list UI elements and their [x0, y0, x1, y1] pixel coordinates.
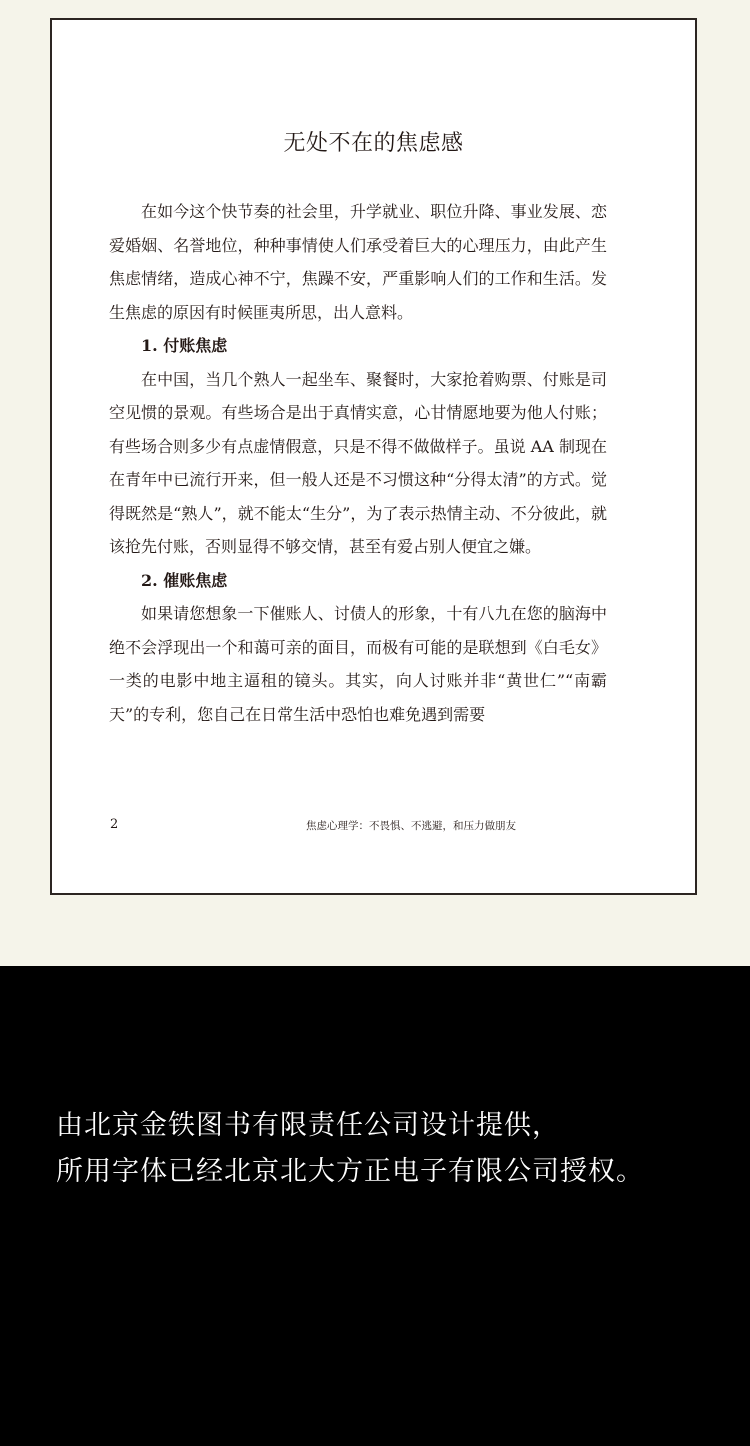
section-paragraph-payment-anxiety: 在中国，当几个熟人一起坐车、聚餐时，大家抢着购票、付账是司空见惯的景观。有些场合是出于真情实意，心甘情愿地要为他人付账；有些场合则多少有点虚情假意，只是不得不做做样子。虽说 AA 制现在在青年中已流行开来，但一般人还是不习惯这种“分得太清”的方式。觉得既然是“熟人”，就不能太“生分”，为了表示热情主动、不分彼此，就该抢先付账，否则显得不够交情，甚至有爱占别人便宜之嫌。 — [109, 369, 607, 556]
page-number: 2 — [110, 817, 119, 832]
credits-block — [56, 1103, 644, 1195]
running-head: 焦虑心理学：不畏惧、不逃避，和压力做朋友 — [306, 820, 516, 832]
section-paragraph-debt-collection-anxiety: 如果请您想象一下催账人、讨债人的形象，十有八九在您的脑海中绝不会浮现出一个和蔼可亲的面目，而极有可能的是联想到《白毛女》一类的电影中地主逼租的镜头。其实，向人讨账并非“黄世仁”“南霸天”的专利，您自己在日常生活中恐怕也难免遇到需要 — [109, 604, 607, 724]
page-title: 无处不在的焦虑感 — [283, 131, 464, 156]
page-body — [109, 195, 607, 731]
section-heading-payment-anxiety: 1. 付账焦虑 — [141, 336, 228, 355]
book-page — [50, 18, 697, 895]
credits-line-2: 所用字体已经北京北大方正电子有限公司授权。 — [56, 1156, 644, 1187]
intro-paragraph: 在如今这个快节奏的社会里，升学就业、职位升降、事业发展、恋爱婚姻、名誉地位，种种事情使人们承受着巨大的心理压力，由此产生焦虑情绪，造成心神不宁，焦躁不安，严重影响人们的工作和生活。发生焦虑的原因有时候匪夷所思，出人意料。 — [109, 202, 607, 322]
credits-line-1: 由北京金铁图书有限责任公司设计提供， — [56, 1110, 560, 1141]
section-heading-debt-collection-anxiety: 2. 催账焦虑 — [141, 570, 228, 590]
